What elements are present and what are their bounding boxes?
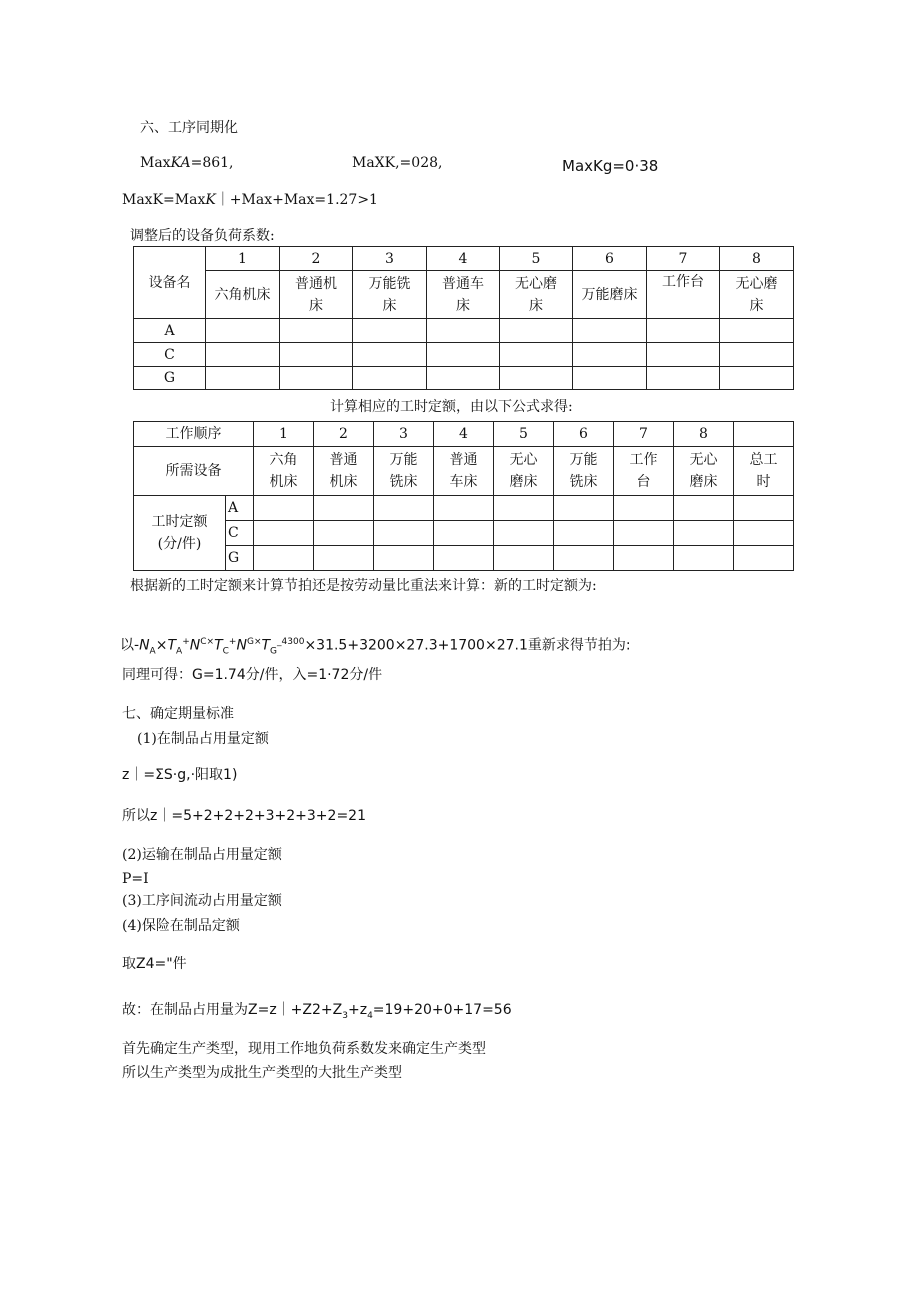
table-cell <box>573 367 647 390</box>
table-cell <box>353 319 427 343</box>
col-header: 2 <box>314 422 374 447</box>
table-cell <box>280 319 353 343</box>
table-cell <box>734 521 794 546</box>
table-cell <box>614 496 674 521</box>
time-quota-table <box>133 421 794 571</box>
item-3: (3)工序间流动占用量定额 <box>122 893 282 909</box>
equip-cell: 工作台 <box>614 447 674 496</box>
table-cell <box>427 319 500 343</box>
equip-cell: 六角机床 <box>206 271 280 319</box>
table-cell <box>427 343 500 367</box>
table-cell <box>280 343 353 367</box>
table-cell <box>494 496 554 521</box>
table-cell <box>427 367 500 390</box>
table-cell <box>434 546 494 571</box>
equip-cell: 普通车床 <box>434 447 494 496</box>
table2-caption: 计算相应的工时定额，由以下公式求得: <box>330 399 573 415</box>
col-header: 6 <box>554 422 614 447</box>
col-header: 3 <box>374 422 434 447</box>
equip-cell: 无心磨床 <box>500 271 573 319</box>
table-cell <box>720 319 794 343</box>
section-heading-7: 七、确定期量标准 <box>122 706 234 722</box>
table-cell <box>674 546 734 571</box>
col-header: 2 <box>280 247 353 271</box>
table-cell <box>573 343 647 367</box>
table-cell <box>554 496 614 521</box>
table-cell <box>500 367 573 390</box>
col-header: 3 <box>353 247 427 271</box>
equip-cell: 无心磨床 <box>720 271 794 319</box>
col-header: 8 <box>674 422 734 447</box>
equip-cell: 无心磨床 <box>674 447 734 496</box>
row-label: A <box>226 496 254 521</box>
equip-cell: 工作台 <box>647 271 720 319</box>
wip-formula: z｜=ΣS·g,·阳取1) <box>122 767 238 783</box>
max-ka-formula: MaxKA=861, <box>140 155 234 171</box>
table-cell <box>647 367 720 390</box>
item-4: (4)保险在制品定额 <box>122 918 240 934</box>
col-header: 5 <box>494 422 554 447</box>
p-line: P=I <box>122 871 149 887</box>
table-cell <box>674 496 734 521</box>
required-equip-header: 所需设备 <box>134 447 254 496</box>
table-cell <box>720 343 794 367</box>
item-2: (2)运输在制品占用量定额 <box>122 847 282 863</box>
equip-cell: 六角机床 <box>254 447 314 496</box>
row-label: C <box>226 521 254 546</box>
table-cell <box>494 521 554 546</box>
table-cell <box>500 319 573 343</box>
row-label: G <box>134 367 206 390</box>
table-cell <box>374 521 434 546</box>
table-cell <box>647 343 720 367</box>
col-header: 6 <box>573 247 647 271</box>
equip-cell: 万能铣床 <box>374 447 434 496</box>
col-header: 4 <box>434 422 494 447</box>
col-header: 8 <box>720 247 794 271</box>
table-cell <box>314 546 374 571</box>
max-k-formula: MaxK=MaxK｜+Max+Max=1.27>1 <box>122 192 378 208</box>
table-cell <box>254 496 314 521</box>
equip-cell: 万能铣床 <box>554 447 614 496</box>
row-label: A <box>134 319 206 343</box>
table-cell <box>573 319 647 343</box>
table-cell <box>434 496 494 521</box>
wip-sum: 所以z｜=5+2+2+2+3+2+3+2=21 <box>122 808 366 824</box>
row-label: G <box>226 546 254 571</box>
wip-total: 故：在制品占用量为$Z=z|+Z2+Z_3+z_4=19+20+0+17=56$ <box>122 1002 512 1021</box>
similarly-result: 同理可得：G=1.74分/件，入=1·72分/件 <box>122 667 383 683</box>
table-cell <box>554 546 614 571</box>
table-cell <box>734 496 794 521</box>
col-header: 1 <box>254 422 314 447</box>
table-cell <box>614 546 674 571</box>
col-header: 1 <box>206 247 280 271</box>
after-table2-text: 根据新的工时定额来计算节拍还是按劳动量比重法来计算：新的工时定额为: <box>130 578 597 594</box>
table-cell <box>734 546 794 571</box>
table-cell <box>434 521 494 546</box>
conclusion-line-1: 首先确定生产类型，现用工作地负荷系数发来确定生产类型 <box>122 1041 486 1057</box>
table-cell <box>734 422 794 447</box>
table-cell <box>353 343 427 367</box>
table-cell <box>206 319 280 343</box>
table-cell <box>314 521 374 546</box>
table-cell <box>353 367 427 390</box>
table-cell <box>614 521 674 546</box>
table-cell <box>254 546 314 571</box>
time-quota-label: 工时定额(分/件) <box>134 496 226 571</box>
table-cell <box>500 343 573 367</box>
table-cell <box>647 319 720 343</box>
table-cell <box>720 367 794 390</box>
table-cell <box>554 521 614 546</box>
table-cell <box>374 546 434 571</box>
item-1: (1)在制品占用量定额 <box>137 731 269 747</box>
conclusion-line-2: 所以生产类型为成批生产类型的大批生产类型 <box>122 1065 402 1081</box>
table-cell <box>374 496 434 521</box>
equip-cell: 普通机床 <box>280 271 353 319</box>
z4-line: 取Z4="件 <box>122 956 187 972</box>
table-cell <box>206 367 280 390</box>
col-header: 7 <box>614 422 674 447</box>
total-time-header: 总工时 <box>734 447 794 496</box>
max-kg-formula: MaxKg=0·38 <box>562 157 659 175</box>
col-header: 4 <box>427 247 500 271</box>
cycle-formula: 以$-N_A\times T_A^+N^{C\times}T_C^+N^{G\times}T_G^{\_4300}\times 31.5+3200\times 27.3+1700\times 27.1$重新求得节拍为: <box>120 637 631 657</box>
col-header: 5 <box>500 247 573 271</box>
equip-cell: 普通车床 <box>427 271 500 319</box>
table-cell <box>280 367 353 390</box>
equip-name-header: 设备名 <box>134 247 206 319</box>
table-cell <box>206 343 280 367</box>
equip-cell: 万能磨床 <box>573 271 647 319</box>
table-cell <box>494 546 554 571</box>
max-kc-formula: MaXK,=028, <box>352 155 443 171</box>
section-heading-6: 六、工序同期化 <box>140 120 238 136</box>
table-cell <box>674 521 734 546</box>
equip-cell: 普通机床 <box>314 447 374 496</box>
table-cell <box>314 496 374 521</box>
row-label: C <box>134 343 206 367</box>
col-header: 7 <box>647 247 720 271</box>
work-order-header: 工作顺序 <box>134 422 254 447</box>
table1-caption: 调整后的设备负荷系数: <box>130 228 275 244</box>
equip-cell: 万能铣床 <box>353 271 427 319</box>
table-cell <box>254 521 314 546</box>
load-coefficient-table <box>133 246 794 390</box>
equip-cell: 无心磨床 <box>494 447 554 496</box>
